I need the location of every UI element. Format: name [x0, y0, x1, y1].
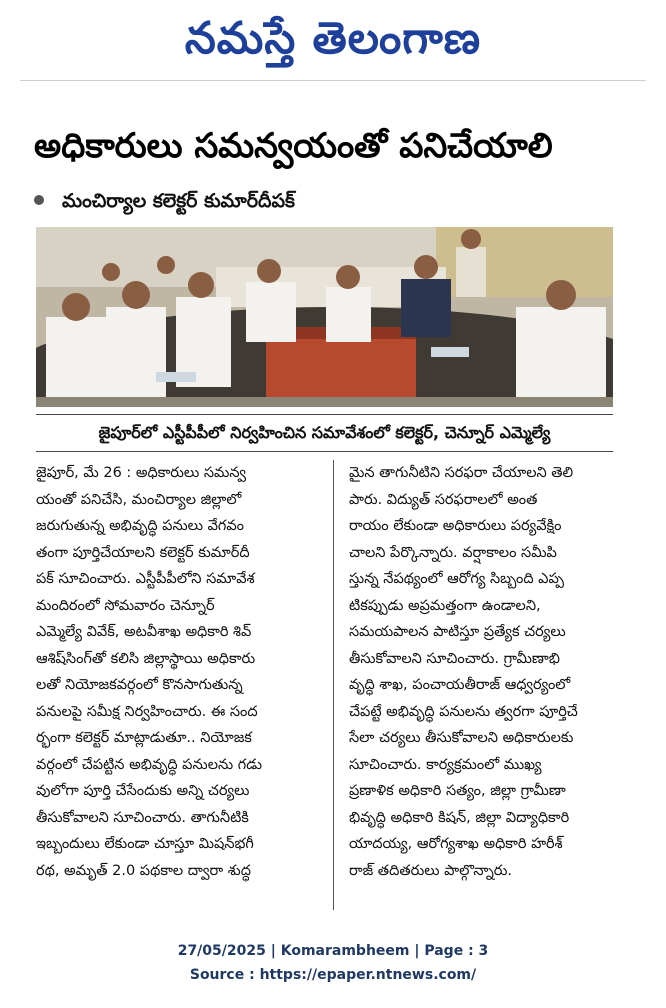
article-line: తీసుకోవాలని సూచించారు. గ్రామీణాభి: [349, 650, 560, 667]
article-line: లతో నియోజకవర్గంలో కొనసాగుతున్న: [36, 677, 243, 693]
source-link[interactable]: Source : https://epaper.ntnews.com/: [189, 967, 477, 983]
article-line: పక్ సూచించారు. ఎస్టీపీపీలోని సమావేశ: [36, 571, 255, 587]
article-column-left: [36, 460, 308, 884]
article-line: వులోగా పూర్తి చేసేందుకు అన్ని చర్యలు: [36, 783, 250, 799]
article-line: టికప్పుడు అప్రమత్తంగా ఉండాలని,: [349, 597, 541, 614]
masthead-divider: [20, 80, 646, 81]
article-line: రథ, అమృత్ 2.0 పథకాల ద్వారా శుద్ధ: [36, 862, 251, 879]
newspaper-masthead: నమస్తే తెలంగాణ: [184, 13, 482, 64]
article-line: రాజ్ తదితరులు పాల్గొన్నారు.: [349, 862, 513, 879]
article-line: భివృద్ధి అధికారి కిషన్, జిల్లా విద్యాధికారి: [349, 809, 570, 826]
article-column-right: [349, 460, 621, 884]
article-line: ఇబ్బందులు లేకుండా చూస్తూ మిషన్‌భగీ: [36, 836, 254, 852]
edition-info: 27/05/2025 | Komarambheem | Page : 3: [177, 943, 489, 959]
article-line: ప్రణాళిక అధికారి సత్యం, జిల్లా గ్రామీణా: [349, 783, 566, 799]
article-body: [36, 460, 616, 915]
article-line: స్తున్న నేపథ్యంలో ఆరోగ్య సిబ్బంది ఎప్ప: [349, 571, 565, 587]
article-line: ర్భంగా కలెక్టర్ మాట్లాడుతూ.. నియోజక: [36, 730, 252, 746]
article-line: జైపూర్, మే 26 : అధికారులు సమన్వ: [36, 465, 247, 481]
meeting-photo-illustration: [36, 227, 613, 407]
meeting-photo: [36, 227, 613, 407]
article-line: చేపట్టే అభివృద్ధి పనులను త్వరగా పూర్తిచే: [349, 703, 578, 720]
article-line: మందిరంలో సోమవారం చెన్నూర్: [36, 597, 215, 614]
article-line: యాదయ్య, ఆరోగ్యశాఖ అధికారి హరీశ్: [349, 836, 563, 852]
article-line: సేలా చర్యలు తీసుకోవాలని అధికారులకు: [349, 730, 574, 746]
article-line: తీసుకోవాలని సూచించారు. తాగునీటికి: [36, 809, 249, 826]
article-line: జరుగుతున్న అభివృద్ధి పనులు వేగవం: [36, 518, 244, 534]
bullet-icon: [34, 195, 44, 205]
article-line: సమయపాలన పాటిస్తూ ప్రత్యేక చర్యలు: [349, 624, 566, 640]
article-line: చాలని పేర్కొన్నారు. వర్షాకాలం సమీపి: [349, 544, 557, 561]
article-line: ఆశిష్‌సింగ్‌తో కలిసి జిల్లాస్థాయి అధికారు: [36, 650, 256, 667]
article-line: వృద్ధి శాఖ, పంచాయతీరాజ్ ఆధ్వర్యంలో: [349, 677, 571, 693]
article-line: తంగా పూర్తిచేయాలని కలెక్టర్ కుమార్‌దీ: [36, 544, 250, 561]
article-line: రాయం లేకుండా అధికారులు పర్యవేక్షిం: [349, 518, 562, 534]
article-line: పనులపై సమీక్ష నిర్వహించారు. ఈ సంద: [36, 703, 258, 720]
article-line: పారు. విద్యుత్ సరఫరాలలో అంత: [349, 491, 538, 508]
photo-caption: జైపూర్‌లో ఎస్టీపీపీలో నిర్వహించిన సమావేశంలో కలెక్టర్, చెన్నూర్ ఎమ్మెల్యే: [36, 414, 613, 452]
article-line: యంతో పనిచేసి, మంచిర్యాల జిల్లాలో: [36, 491, 242, 508]
article-line: ఎమ్మెల్యే వివేక్, అటవీశాఖ అధికారి శివ్: [36, 624, 252, 640]
article-line: వర్గంలో చేపట్టిన అభివృద్ధి పనులను గడు: [36, 756, 262, 773]
article-line: మైన తాగునీటిని సరఫరా చేయాలని తెలి: [349, 465, 574, 481]
article-line: సూచించారు. కార్యక్రమంలో ముఖ్య: [349, 756, 542, 773]
subhead-text: మంచిర్యాల కలెక్టర్ కుమార్‌దీపక్: [62, 190, 295, 212]
article-subhead: [34, 186, 295, 216]
article-headline: అధికారులు సమన్వయంతో పనిచేయాలి: [34, 126, 553, 166]
column-divider: [333, 460, 334, 910]
